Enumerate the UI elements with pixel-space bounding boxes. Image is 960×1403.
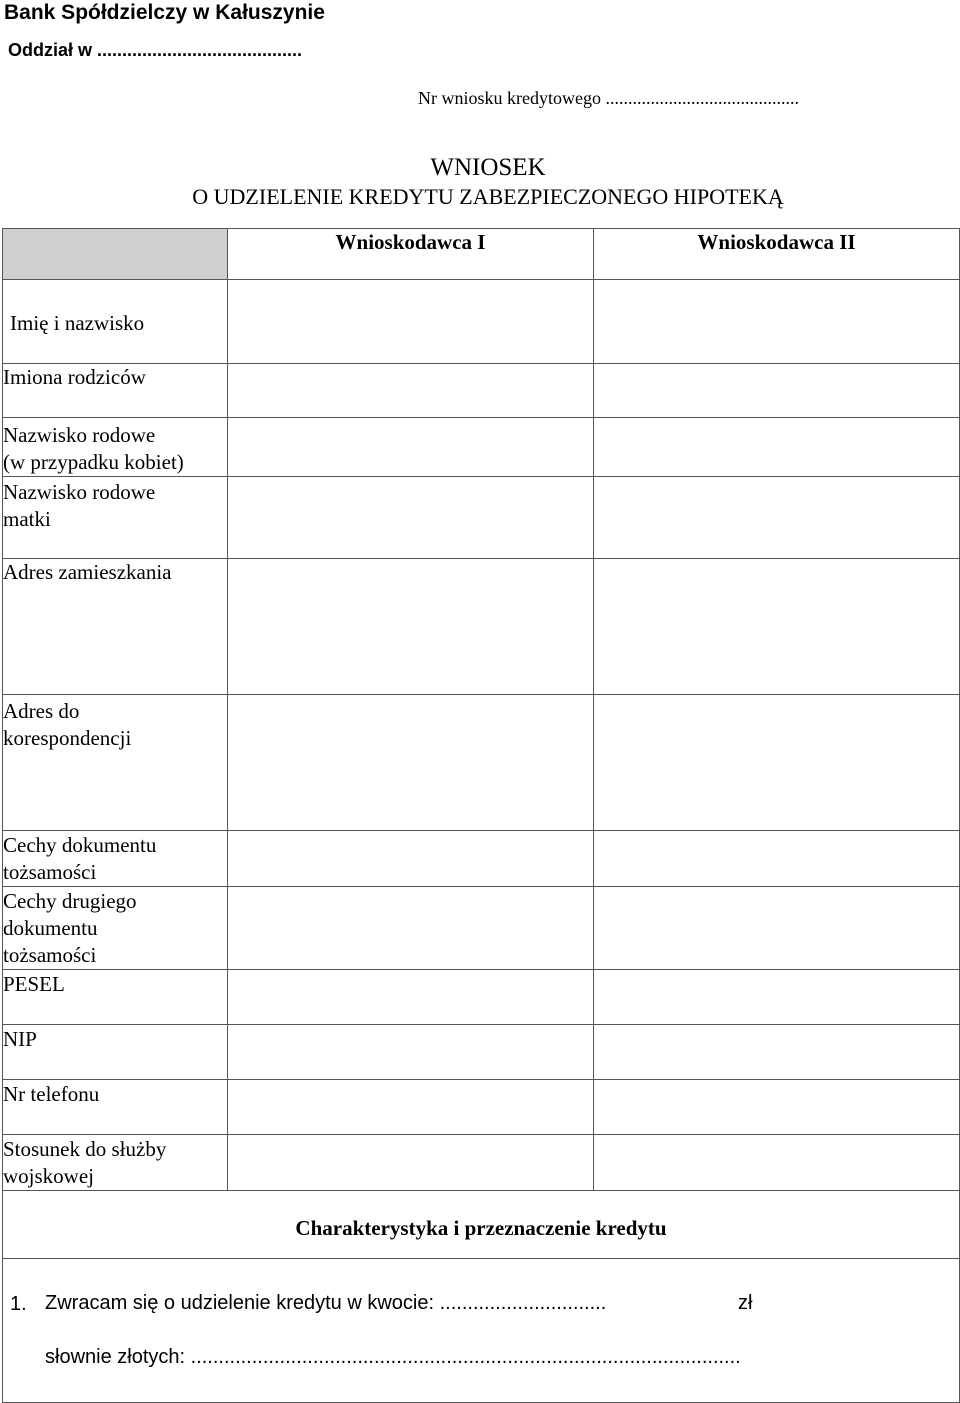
label-line: korespondencji — [3, 726, 132, 750]
cell-corr-address-applicant-2[interactable] — [594, 695, 960, 831]
cell-id-document-2-applicant-1[interactable] — [228, 887, 594, 970]
loan-details-cell — [3, 1259, 960, 1403]
table-row — [3, 970, 960, 1025]
row-label-name: Imię i nazwisko — [3, 280, 228, 364]
cell-parents-applicant-2[interactable] — [594, 364, 960, 418]
bank-name: Bank Spółdzielczy w Kałuszynie — [4, 1, 325, 24]
cell-maiden-name-applicant-1[interactable] — [228, 418, 594, 477]
table-row — [3, 477, 960, 559]
cell-phone-applicant-1[interactable] — [228, 1080, 594, 1135]
loan-item-number: 1. — [10, 1293, 27, 1315]
label-line: tożsamości — [3, 943, 97, 967]
loan-currency: zł — [738, 1292, 753, 1314]
table-row — [3, 1135, 960, 1191]
cell-nip-applicant-1[interactable] — [228, 1025, 594, 1080]
table-row — [3, 280, 960, 364]
cell-mother-maiden-applicant-1[interactable] — [228, 477, 594, 559]
header-shaded-cell — [3, 229, 228, 280]
label-line: Cechy dokumentu — [3, 833, 157, 857]
label-line: wojskowej — [3, 1164, 94, 1188]
label-line: (w przypadku kobiet) — [3, 450, 184, 474]
row-label-address: Adres zamieszkania — [3, 559, 228, 695]
document-title: WNIOSEK — [430, 154, 546, 181]
table-row — [3, 1080, 960, 1135]
label-line: Nazwisko rodowe — [3, 480, 156, 504]
loan-number-field: Nr wniosku kredytowego ........................................... — [418, 88, 799, 108]
cell-nip-applicant-2[interactable] — [594, 1025, 960, 1080]
row-label-parents: Imiona rodziców — [3, 364, 228, 418]
table-row — [3, 695, 960, 831]
loan-amount-line[interactable]: Zwracam się o udzielenie kredytu w kwocie: .............................. — [45, 1292, 607, 1314]
cell-id-document-2-applicant-2[interactable] — [594, 887, 960, 970]
cell-military-applicant-2[interactable] — [594, 1135, 960, 1191]
label-line: Nazwisko rodowe — [3, 423, 156, 447]
row-label-pesel: PESEL — [3, 970, 228, 1025]
label-line: Cechy drugiego — [3, 889, 137, 913]
cell-name-applicant-2[interactable] — [594, 280, 960, 364]
col-header-applicant-1: Wnioskodawca I — [228, 229, 594, 280]
table-row — [3, 364, 960, 418]
cell-address-applicant-1[interactable] — [228, 559, 594, 695]
application-table — [2, 228, 960, 1403]
cell-military-applicant-1[interactable] — [228, 1135, 594, 1191]
loan-amount-words-line[interactable]: słownie złotych: ................................................................................................... — [45, 1346, 741, 1368]
table-row — [3, 1025, 960, 1080]
table-row — [3, 418, 960, 477]
label-line: tożsamości — [3, 860, 97, 884]
cell-id-document-applicant-1[interactable] — [228, 831, 594, 887]
cell-phone-applicant-2[interactable] — [594, 1080, 960, 1135]
table-row — [3, 559, 960, 695]
table-header-row — [3, 229, 960, 280]
cell-id-document-applicant-2[interactable] — [594, 831, 960, 887]
row-label-maiden-name — [3, 418, 228, 477]
cell-name-applicant-1[interactable] — [228, 280, 594, 364]
row-label-corr-address — [3, 695, 228, 831]
row-label-id-document-2 — [3, 887, 228, 970]
row-label-id-document — [3, 831, 228, 887]
cell-parents-applicant-1[interactable] — [228, 364, 594, 418]
row-label-military — [3, 1135, 228, 1191]
label-line: Adres do — [3, 699, 80, 723]
document-subtitle: O UDZIELENIE KREDYTU ZABEZPIECZONEGO HIPOTEKĄ — [192, 184, 784, 209]
label-line: matki — [3, 507, 51, 531]
cell-pesel-applicant-2[interactable] — [594, 970, 960, 1025]
branch-field: Oddział w ......................................... — [8, 40, 303, 60]
table-row — [3, 887, 960, 970]
label-line: Stosunek do służby — [3, 1137, 167, 1161]
cell-pesel-applicant-1[interactable] — [228, 970, 594, 1025]
section-header-row — [3, 1191, 960, 1259]
row-label-phone: Nr telefonu — [3, 1080, 228, 1135]
cell-maiden-name-applicant-2[interactable] — [594, 418, 960, 477]
row-label-mother-maiden-name — [3, 477, 228, 559]
cell-corr-address-applicant-1[interactable] — [228, 695, 594, 831]
section-title-loan-characteristics: Charakterystyka i przeznaczenie kredytu — [3, 1191, 960, 1259]
cell-mother-maiden-applicant-2[interactable] — [594, 477, 960, 559]
cell-address-applicant-2[interactable] — [594, 559, 960, 695]
col-header-applicant-2: Wnioskodawca II — [594, 229, 960, 280]
label-line: dokumentu — [3, 916, 98, 940]
row-label-nip: NIP — [3, 1025, 228, 1080]
loan-details-row — [3, 1259, 960, 1403]
table-row — [3, 831, 960, 887]
